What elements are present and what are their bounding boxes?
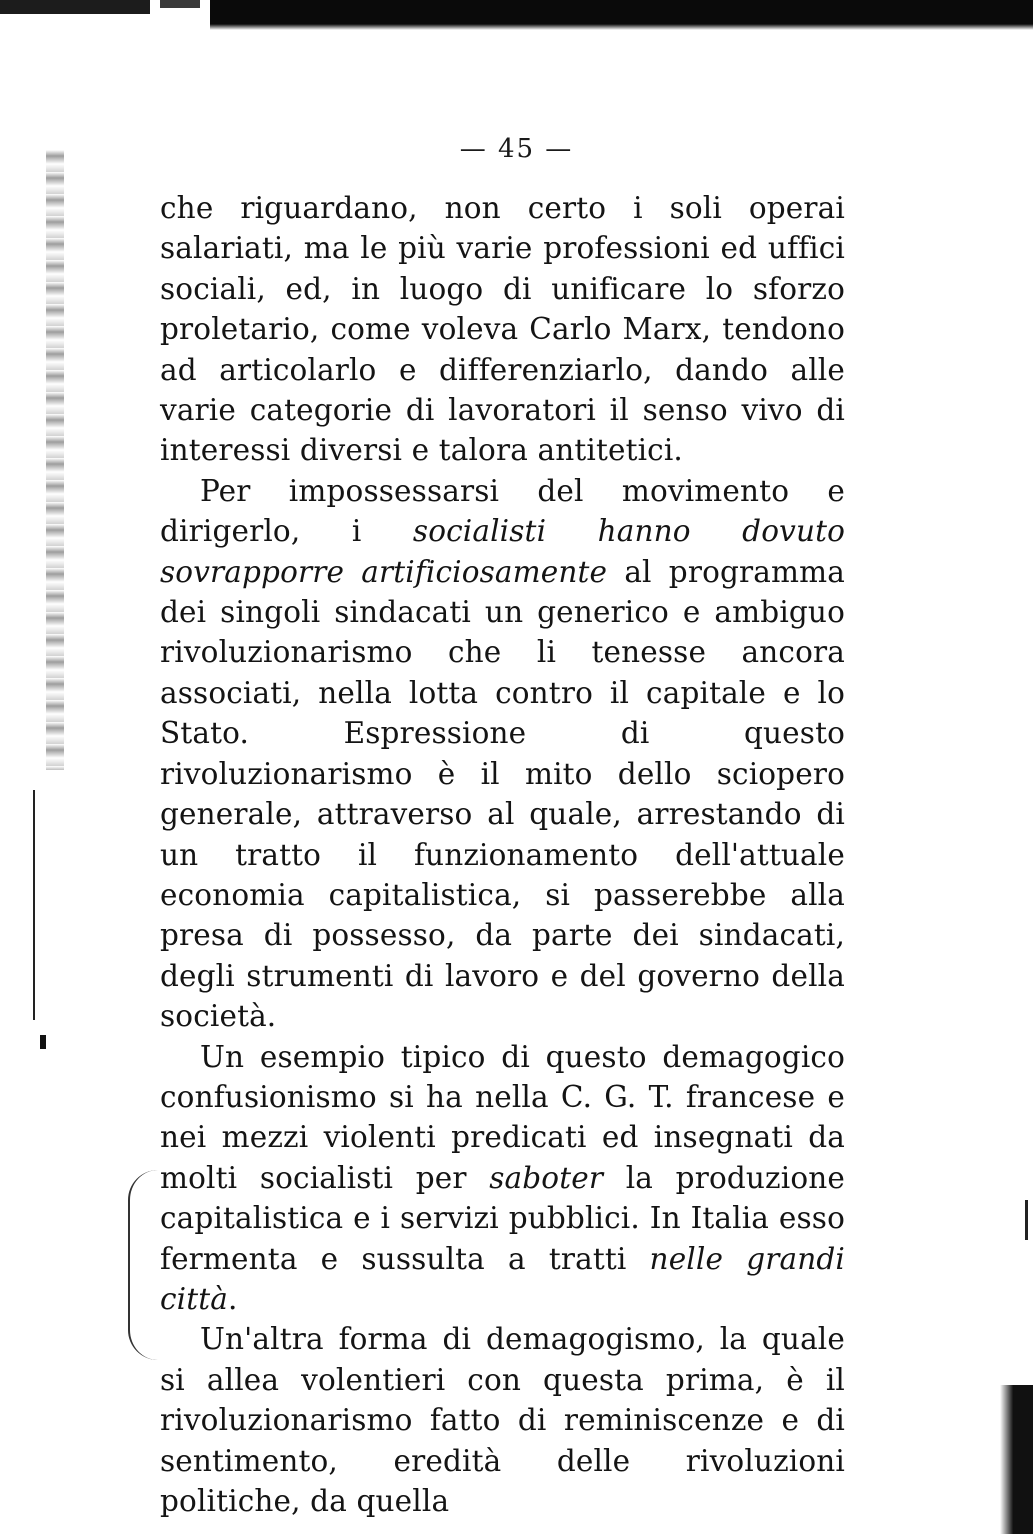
paragraph-2-start: Per impossessarsi del movimento e dirigerlo, i	[160, 473, 845, 549]
paragraph-1: che riguardano, non certo i soli operai salariati, ma le più varie professioni ed uffici sociali, ed, in luogo di unificare lo sforzo proletario, come voleva Carlo Marx, tendono ad articolarlo e differenziarlo, dando alle varie categorie di lavoratori il senso vivo di interessi diversi e talora antitetici.	[160, 191, 845, 468]
scan-shadow-bottom-right	[1000, 1385, 1033, 1534]
paragraph-3-italic-saboter: saboter	[489, 1160, 604, 1195]
scan-shadow-top-fragment	[160, 0, 200, 8]
page-number: — 45 —	[459, 134, 574, 164]
body-text	[160, 188, 845, 1521]
paragraph-3-italic-cities: nelle grandi città	[160, 1241, 845, 1316]
binding-edge-line	[33, 790, 35, 1020]
binding-shadow	[46, 150, 64, 770]
ink-spot	[40, 1035, 46, 1049]
paragraph-3	[160, 1037, 845, 1320]
margin-bracket-mark	[128, 1170, 160, 1360]
scan-shadow-top	[210, 0, 1033, 30]
scan-shadow-top-left	[0, 0, 150, 14]
paragraph-3-end: .	[228, 1281, 238, 1316]
paragraph-3-start: Un esempio tipico di questo demagogico confusionismo si ha nella C. G. T. francese e nei mezzi violenti predicati ed insegnati da molti socialisti per	[160, 1039, 845, 1195]
right-edge-tick	[1025, 1200, 1028, 1240]
paragraph-3-middle: la produzione capitalistica e i servizi pubblici. In Italia esso fermenta e sussulta a tratti	[160, 1160, 845, 1276]
paragraph-2-italic: socialisti hanno dovuto sovrapporre artificiosamente	[160, 514, 846, 589]
paragraph-2	[160, 471, 845, 1037]
paragraph-2-end: al programma dei singoli sindacati un generico e ambiguo rivoluzionarismo che li tenesse ancora associati, nella lotta contro il capitale e lo Stato. Espressione di questo rivoluzionarismo è il mito dello sciopero generale, attraverso al quale, arrestando di un tratto il funzionamento dell'attuale economia capitalistica, si passerebbe alla presa di possesso, da parte dei sindacati, degli strumenti di lavoro e del governo della società.	[160, 554, 845, 1034]
paragraph-4: Un'altra forma di demagogismo, la quale si allea volentieri con questa prima, è il rivoluzionarismo fatto di reminiscenze e di sentimento, eredità delle rivoluzioni politiche, da quella	[160, 1322, 845, 1518]
